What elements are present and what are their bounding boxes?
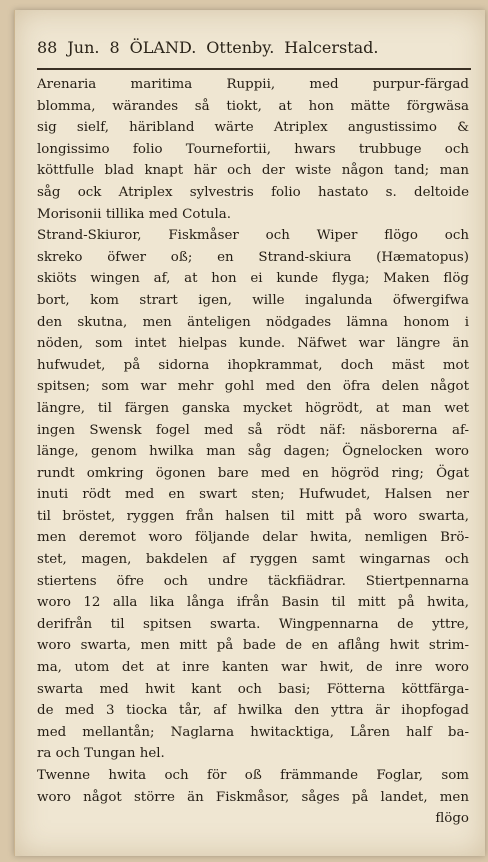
text-line: länge, genom hwilka man såg dagen; Ögnelocken woro (37, 444, 469, 460)
book-page (14, 10, 485, 856)
text-line: köttfulle blad knapt här och der wiste någon tand; man (37, 163, 469, 179)
text-line: ra och Tungan hel. (37, 746, 165, 762)
text-line: längre, til färgen ganska mycket högrödt, at man wet (37, 400, 469, 416)
body-text (37, 74, 469, 830)
text-line: de med 3 tiocka tår, af hwilka den yttra är ihopfogad (37, 703, 469, 719)
text-line: Arenaria maritima Ruppii, med purpur-färgad (37, 77, 469, 92)
header-rule (37, 68, 471, 70)
text-line: såg ock Atriplex sylvestris folio hastato s. deltoide (37, 184, 469, 200)
text-line: longissimo folio Tournefortii, hwars trubbuge och (37, 141, 469, 157)
text-line: swarta med hwit kant och basi; Fötterna köttfärga- (37, 681, 469, 697)
text-line: woro något större än Fiskmåsor, såges på landet, men (37, 789, 469, 805)
page-number: 88 (37, 38, 58, 57)
text-line: nöden, som intet hielpas kunde. Näfwet war längre än (37, 336, 469, 352)
catchword: flögo (435, 811, 469, 827)
header-day: 8 (109, 38, 120, 57)
text-line: sig sielf, häribland wärte Atriplex angustissimo & (37, 120, 469, 136)
text-line: rundt omkring ögonen bare med en högröd ring; Ögat (37, 465, 469, 481)
text-line: bort, kom strart igen, wille ingalunda öfwergifwa (37, 292, 469, 308)
header-location: ÖLAND. (129, 38, 197, 57)
text-line: hufwudet, på sidorna ihopkrammat, doch mäst mot (37, 357, 469, 373)
header-place: Ottenby. (206, 38, 275, 57)
text-line: woro 12 alla lika långa ifrån Basin til mitt på hwita, (37, 595, 469, 611)
text-line: Strand-Skiuror, Fiskmåser och Wiper flögo och (37, 228, 469, 244)
text-line: med mellantån; Naglarna hwitacktiga, Låren half ba- (37, 724, 469, 740)
text-line: skiöts wingen af, at hon ei kunde flyga; Maken flög (37, 271, 469, 287)
text-line: blomma, wärandes så tiokt, at hon mätte förgwäsa (37, 98, 469, 114)
text-line: Twenne hwita och för oß främmande Foglar, som (37, 768, 469, 783)
text-line: stet, magen, bakdelen af ryggen samt wingarnas och (37, 552, 469, 568)
header-place2: Halcerstad. (284, 38, 379, 57)
text-line: men deremot woro följande delar hwita, nemligen Brö- (37, 530, 469, 546)
text-line: ma, utom det at inre kanten war hwit, de inre woro (37, 660, 469, 676)
text-line: inuti rödt med en swart sten; Hufwudet, Halsen ner (37, 487, 469, 503)
page-header (37, 38, 471, 60)
text-line: woro swarta, men mitt på bade de en aflång hwit strim- (37, 638, 469, 654)
header-month: Jun. (67, 38, 100, 57)
text-line: Morisonii tillika med Cotula. (37, 206, 231, 222)
text-line: ingen Swensk fogel med så rödt näf: näsborerna af- (37, 422, 469, 438)
text-line: til bröstet, ryggen från halsen til mitt på woro swarta, (37, 508, 469, 524)
text-line: skreko öfwer oß; en Strand-skiura (Hæmatopus) (37, 249, 469, 265)
text-line: den skutna, men änteligen nödgades lämna honom i (37, 314, 469, 330)
text-line: stiertens öfre och undre täckfiädrar. Stiertpennarna (37, 573, 469, 589)
text-line: spitsen; som war mehr gohl med den öfra delen något (37, 379, 469, 395)
text-line: derifrån til spitsen swarta. Wingpennarna de yttre, (37, 616, 469, 632)
